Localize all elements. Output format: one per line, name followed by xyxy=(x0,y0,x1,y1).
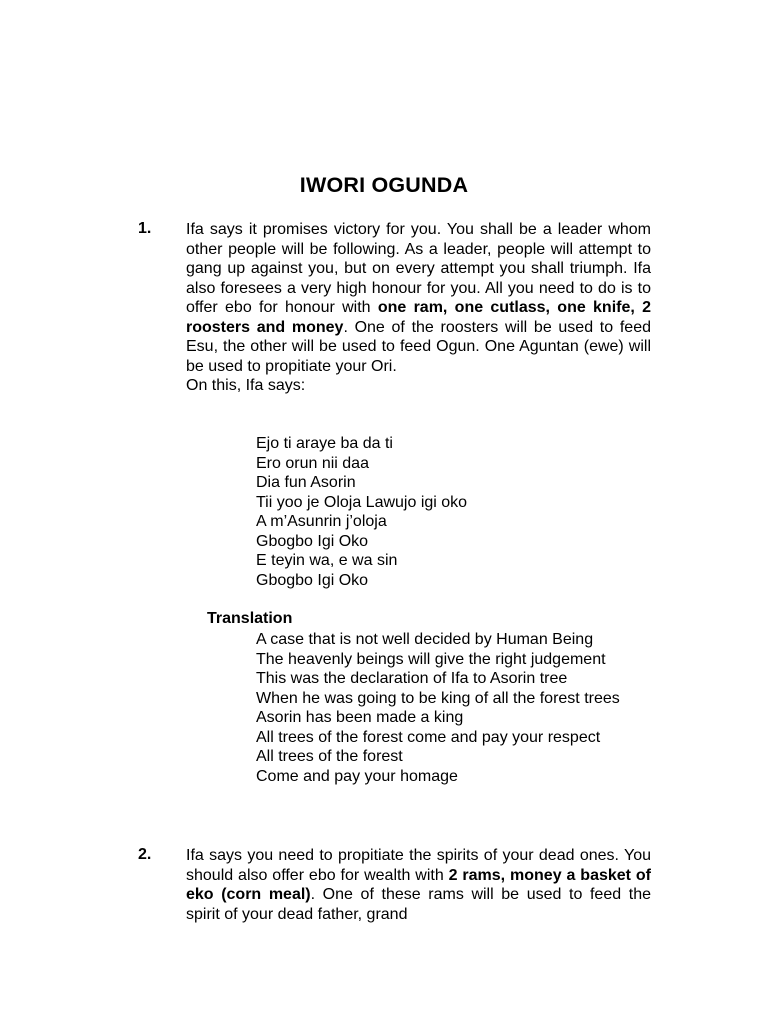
translation-heading: Translation xyxy=(207,610,293,627)
verse-line: Dia fun Asorin xyxy=(256,474,356,491)
section-1-paragraph xyxy=(186,220,651,396)
section-2-text-b: . One of these rams will be used to feed the spirit of your dead father, grand xyxy=(186,886,651,923)
verse-line: Ejo ti araye ba da ti xyxy=(256,435,393,452)
translation-line: A case that is not well decided by Human Being xyxy=(256,631,594,648)
verse-line: Gbogbo Igi Oko xyxy=(256,532,369,550)
translation-line: All trees of the forest xyxy=(256,748,403,765)
section-2-ebo-items: 2 rams, money a basket of eko (corn meal) xyxy=(186,866,651,903)
translation-line: The heavenly beings will give the right judgement xyxy=(256,650,606,668)
section-1-translation xyxy=(256,630,651,786)
verse-line: E teyin wa, e wa sin xyxy=(256,552,398,569)
section-2-number: 2. xyxy=(138,846,152,863)
section-1-ebo-items: one ram, one cutlass, one knife, 2 roosters and money xyxy=(186,299,652,336)
section-2-text-a: Ifa says you need to propitiate the spirits of your dead ones. You should also offer ebo for wealth with xyxy=(186,847,651,884)
section-1-verse xyxy=(256,434,467,590)
translation-line: All trees of the forest come and pay your respect xyxy=(256,728,601,746)
translation-line: Come and pay your homage xyxy=(256,767,458,785)
section-1-number: 1. xyxy=(138,220,152,237)
verse-line: Gbogbo Igi Oko xyxy=(256,571,369,589)
translation-line: When he was going to be king of all the forest trees xyxy=(256,689,620,707)
section-1-text-a: Ifa says it promises victory for you. You shall be a leader whom other people will be following. As a leader, people will attempt to gang up against you, but on every attempt you shall triumph. Ifa also foresees a very high honour for you. All you need to do is to offer ebo for honour with xyxy=(186,221,651,316)
section-2-paragraph xyxy=(186,846,651,924)
translation-line: Asorin has been made a king xyxy=(256,709,464,726)
document-title: IWORI OGUNDA xyxy=(299,173,469,197)
translation-line: This was the declaration of Ifa to Asorin tree xyxy=(256,670,568,687)
verse-line: A m’Asunrin j’oloja xyxy=(256,513,387,530)
verse-line: Tii yoo je Oloja Lawujo igi oko xyxy=(256,493,468,511)
section-1-intro: On this, Ifa says: xyxy=(186,377,306,394)
verse-line: Ero orun nii daa xyxy=(256,454,369,472)
section-1-text-b: . One of the roosters will be used to feed Esu, the other will be used to feed Ogun. One Aguntan (ewe) will be used to propitiate your Ori. xyxy=(186,318,651,375)
